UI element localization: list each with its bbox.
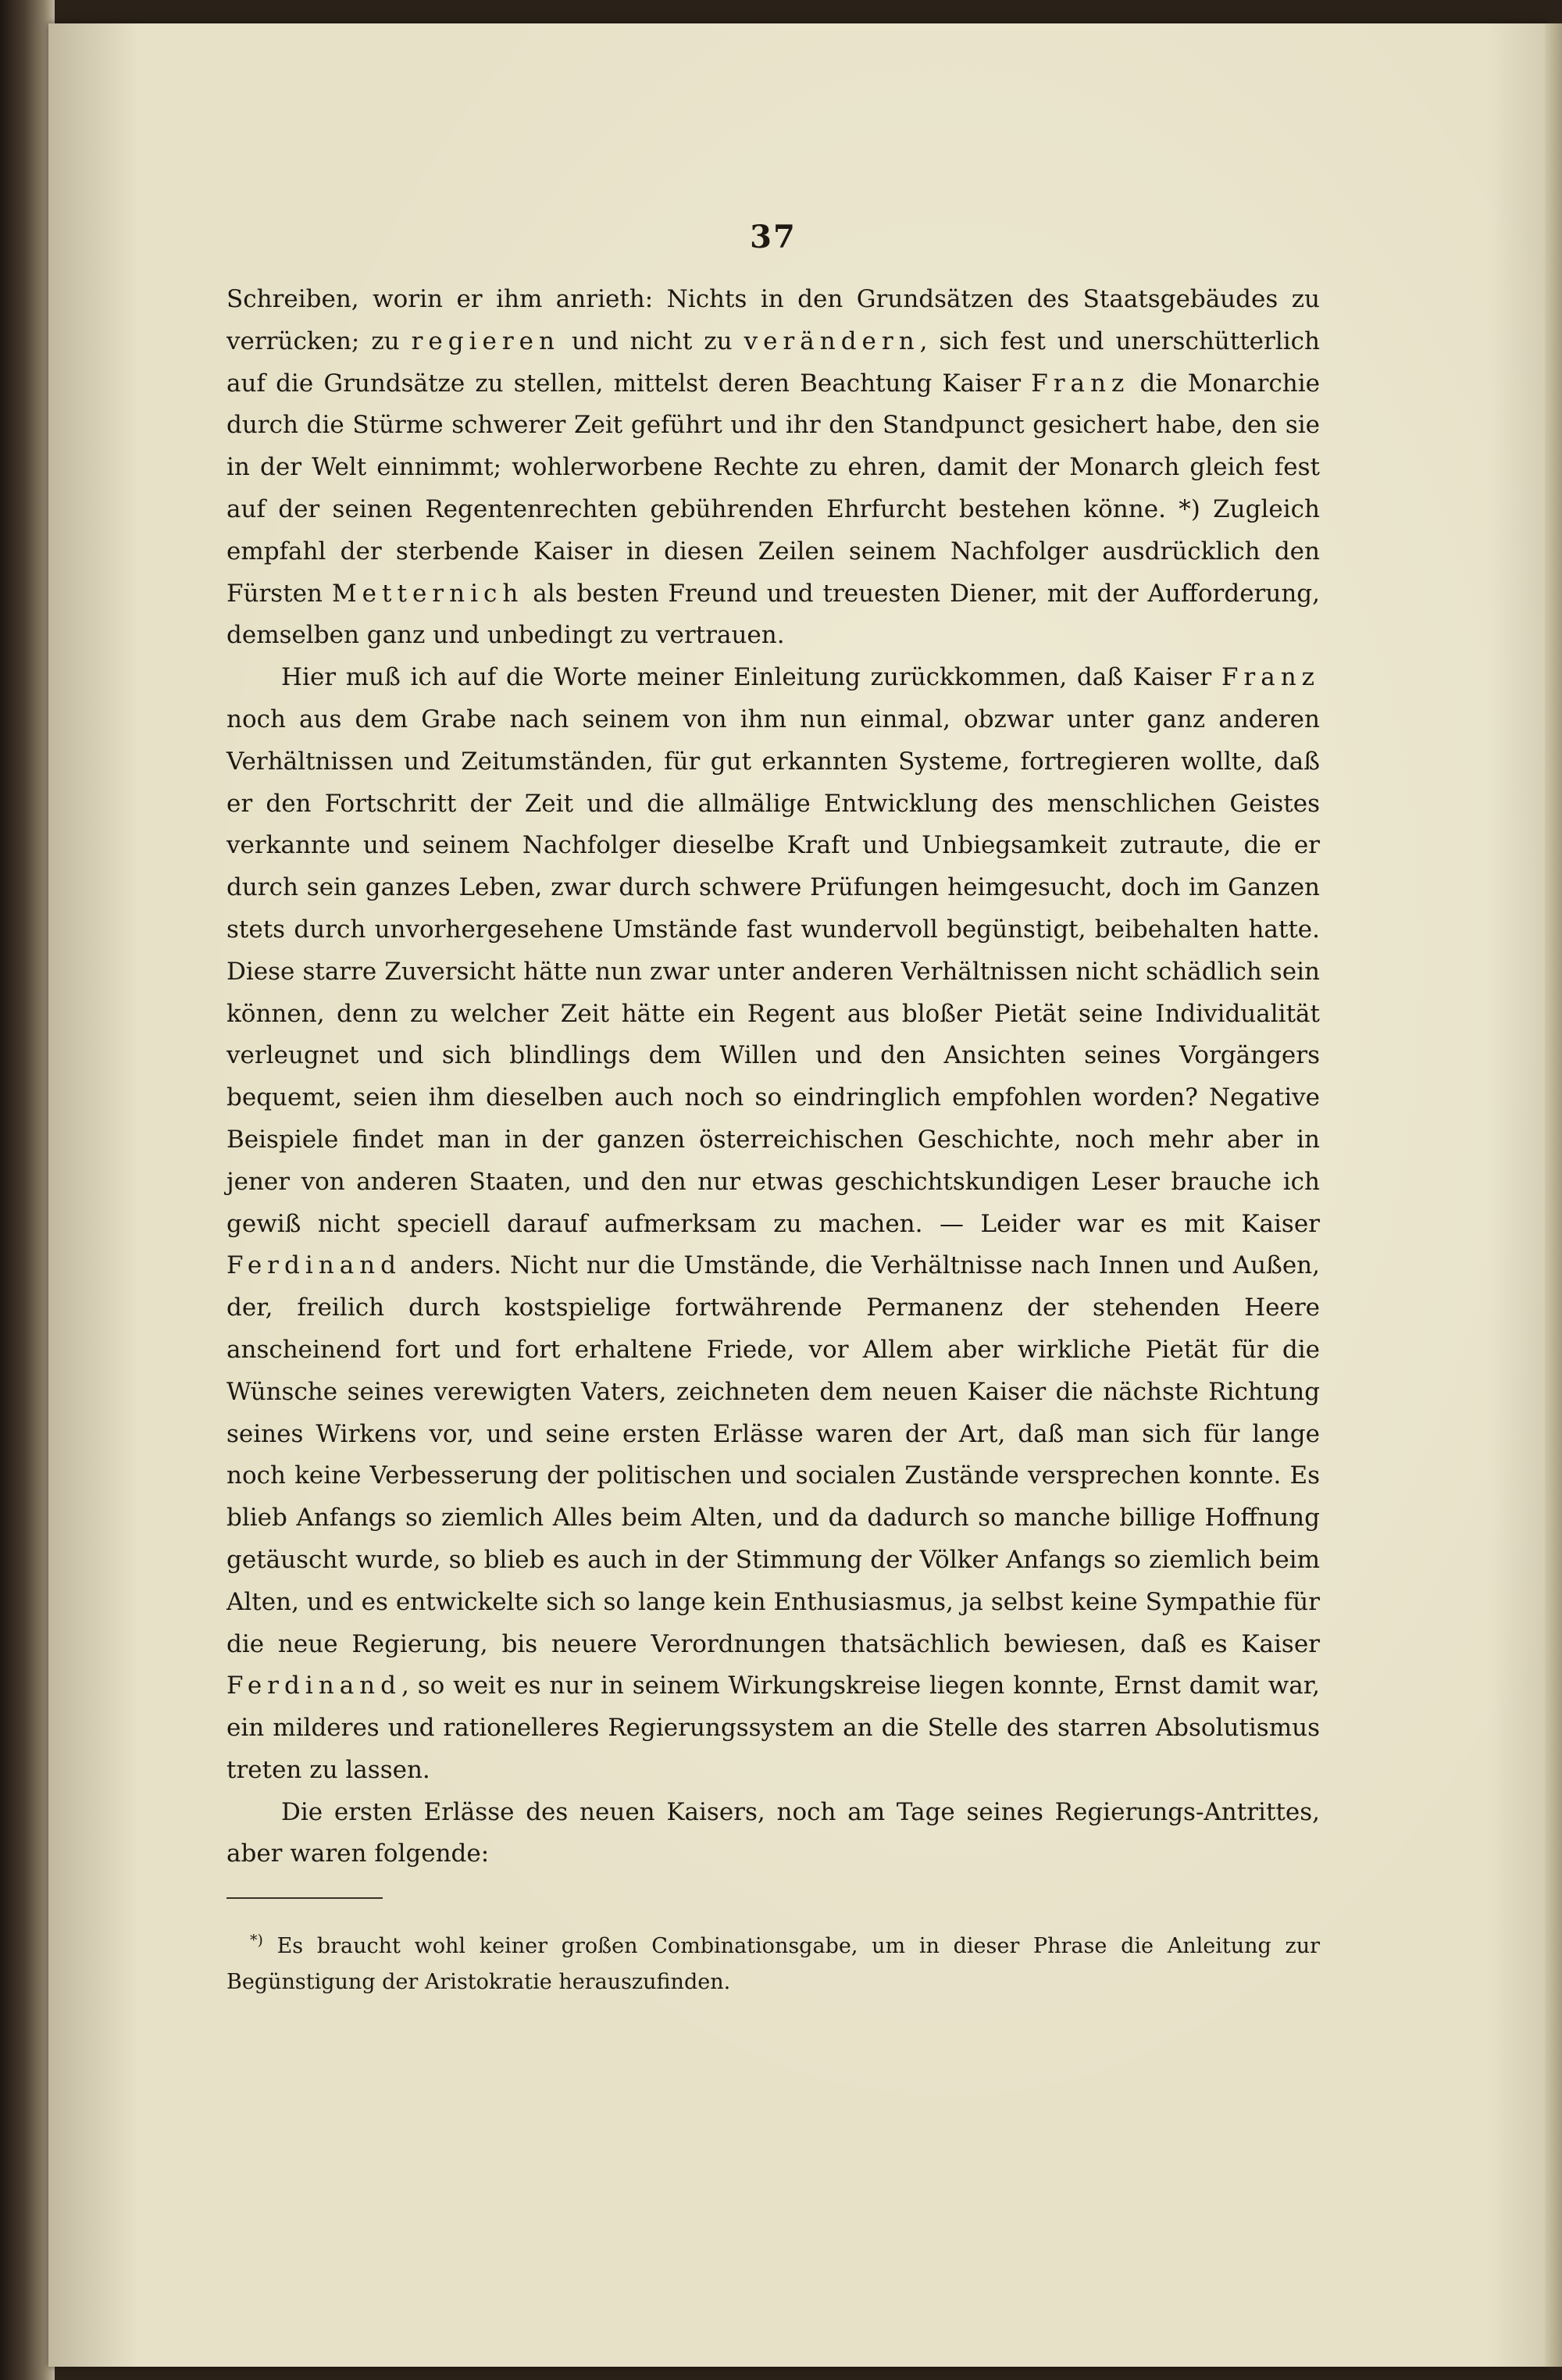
book-spine [0, 0, 55, 2380]
text-run: Hier muß ich auf die Worte meiner Einleitung zurückkommen, daß Kaiser [281, 663, 1221, 692]
paragraph-3 [226, 1792, 1320, 1876]
spaced-name: Franz [1031, 369, 1130, 398]
footnote-text: Es braucht wohl keiner großen Combinationsgabe, um in dieser Phrase die Anleitung zur Begünstigung der Aristokratie herauszufinden. [226, 1934, 1320, 1995]
text-run: noch aus dem Grabe nach seinem von ihm nun einmal, obzwar unter ganz anderen Verhältnissen und Zeitumständen, für gut erkannten Systeme, fortregieren wollte, daß er den Fortschritt der Zeit und die allmälige Entwicklung des menschlichen Geistes verkannte und seinem Nachfolger dieselbe Kraft und Unbiegsamkeit zutraute, die er durch sein ganzes Leben, zwar durch schwere Prüfungen heimgesucht, doch im Ganzen stets durch unvorhergesehene Umstände fast wundervoll begünstigt, beibehalten hatte. Diese starre Zuversicht hätte nun zwar unter anderen Verhältnissen nicht schädlich sein können, denn zu welcher Zeit hätte ein Regent aus bloßer Pietät seine Individualität verleugnet und sich blindlings dem Willen und den Ansichten seines Vorgängers bequemt, seien ihm dieselben auch noch so eindringlich empfohlen worden? Negative Beispiele findet man in der ganzen österreichischen Geschichte, noch mehr aber in jener von anderen Staaten, und den nur etwas geschichtskundigen Leser brauche ich gewiß nicht speciell darauf aufmerksam zu machen. — Leider war es mit Kaiser [226, 705, 1320, 1238]
page-number: 37 [750, 219, 797, 255]
spaced-name: regieren [411, 326, 560, 355]
text-run: Die ersten Erlässe des neuen Kaisers, noch am Tage seines Regierungs-Antrittes, aber waren folgende: [226, 1797, 1320, 1868]
spaced-name: Ferdinand [226, 1251, 401, 1280]
paragraph-2 [226, 657, 1320, 1792]
spaced-name: Metternich [331, 579, 524, 608]
paragraph-1 [226, 279, 1320, 657]
footnote [226, 1922, 1320, 2000]
text-run: und nicht zu [559, 326, 744, 355]
text-run: , so weit es nur in seinem Wirkungskreise liegen konnte, Ernst damit war, ein milderes und rationelleres Regierungssystem an die Stelle des starren Absolutismus treten zu lassen. [226, 1672, 1320, 1784]
spaced-name: Ferdinand [226, 1672, 401, 1700]
spaced-name: verändern [744, 326, 920, 355]
footnote-divider [226, 1897, 383, 1899]
footnote-marker: *) [250, 1932, 263, 1950]
page-content [226, 219, 1320, 2000]
text-run: Schreiben, worin er ihm anrieth: Nichts in den Grundsätzen des Staatsgebäudes zu verrücken; zu [226, 285, 1320, 355]
spaced-name: Franz [1221, 663, 1320, 692]
text-run: , sich fest und unerschütterlich auf die Grundsätze zu stellen, mittelst deren Beachtung Kaiser [226, 326, 1320, 398]
text-run: als besten Freund und treuesten Diener, mit der Aufforderung, demselben ganz und unbedingt zu vertrauen. [226, 579, 1320, 650]
text-run: die Monarchie durch die Stürme schwerer Zeit geführt und ihr den Standpunct gesichert habe, den sie in der Welt einnimmt; wohlerworbene Rechte zu ehren, damit der Monarch gleich fest auf der seinen Regentenrechten gebührenden Ehrfurcht bestehen könne. *) Zugleich empfahl der sterbende Kaiser in diesen Zeilen seinem Nachfolger ausdrücklich den Fürsten [226, 369, 1320, 608]
text-run: anders. Nicht nur die Umstände, die Verhältnisse nach Innen und Außen, der, freilich durch kostspielige fortwährende Permanenz der stehenden Heere anscheinend fort und fort erhaltene Friede, vor Allem aber wirkliche Pietät für die Wünsche seines verewigten Vaters, zeichneten dem neuen Kaiser die nächste Richtung seines Wirkens vor, und seine ersten Erlässe waren der Art, daß man sich für lange noch keine Verbesserung der politischen und socialen Zustände versprechen konnte. Es blieb Anfangs so ziemlich Alles beim Alten, und da dadurch so manche billige Hoffnung getäuscht wurde, so blieb es auch in der Stimmung der Völker Anfangs so ziemlich beim Alten, und es entwickelte sich so lange kein Enthusiasmus, ja selbst keine Sympathie für die neue Regierung, bis neuere Verordnungen thatsächlich bewiesen, daß es Kaiser [226, 1251, 1320, 1658]
page-edge [1545, 23, 1562, 2367]
